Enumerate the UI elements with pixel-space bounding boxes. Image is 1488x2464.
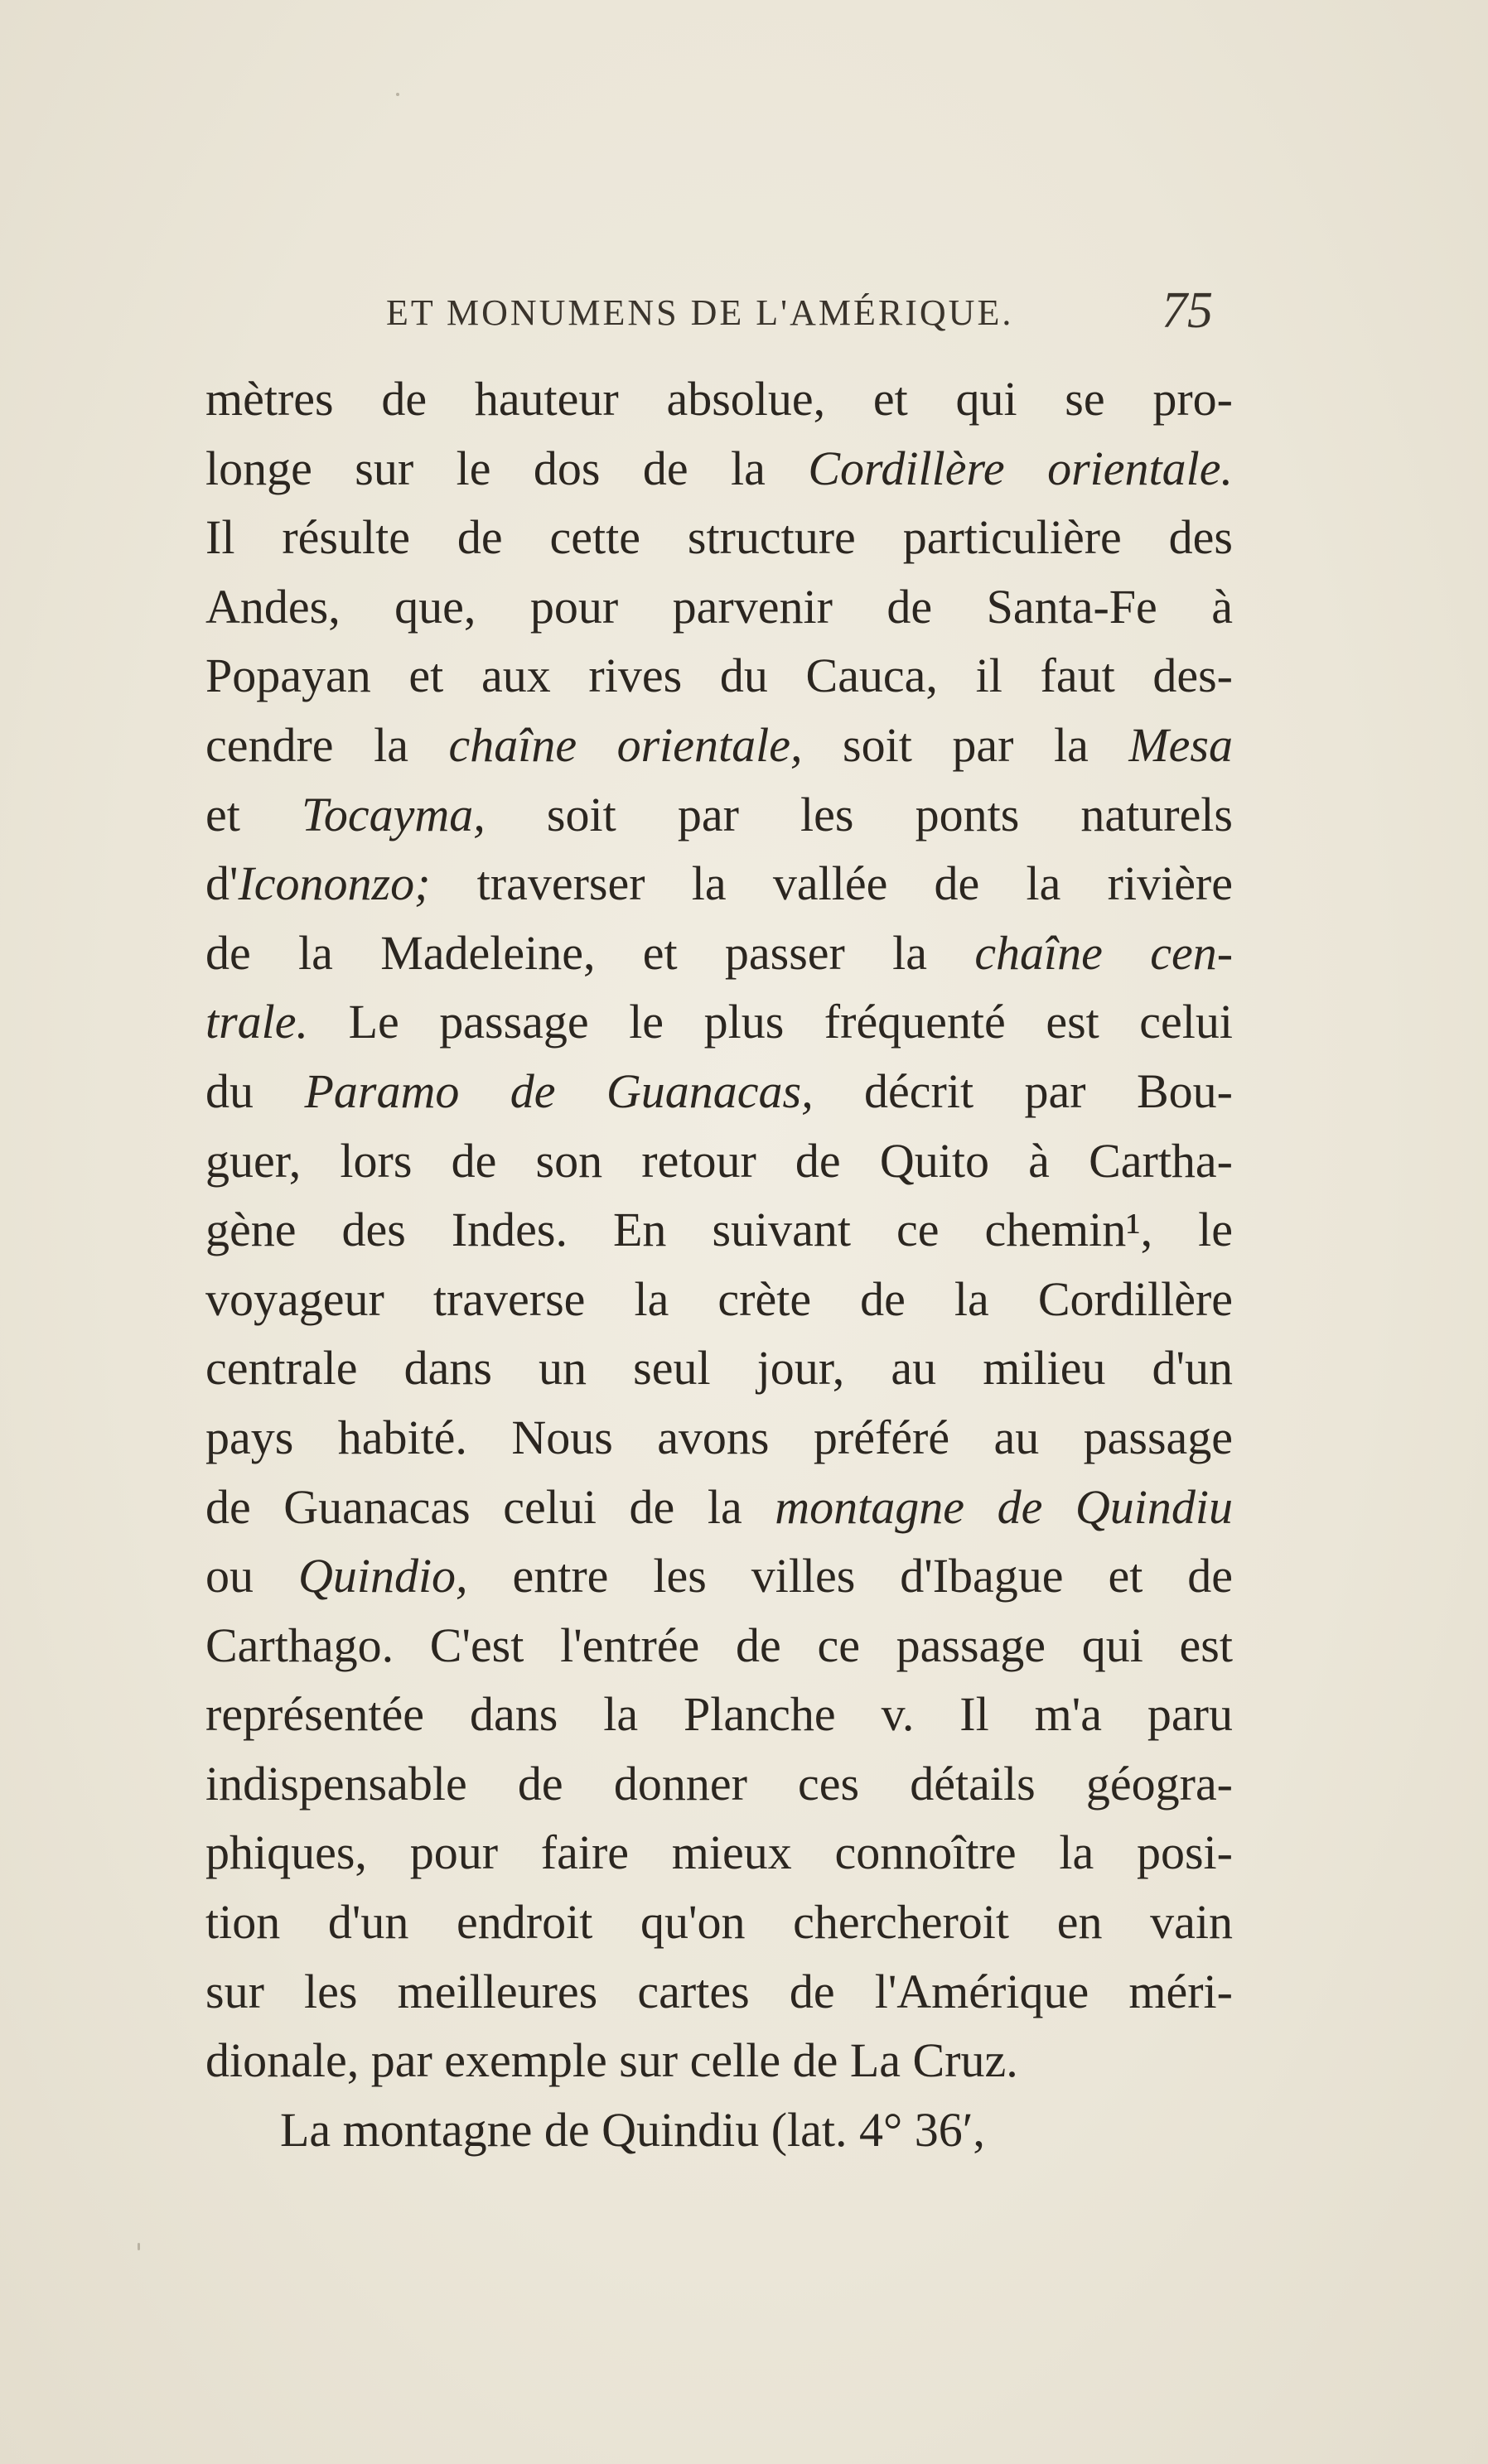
running-title: ET MONUMENS DE L'AMÉRIQUE. <box>386 292 1014 333</box>
text-line <box>205 1680 1233 1749</box>
text-run: dionale, par exemple sur celle de La Cruz. <box>205 2033 1018 2088</box>
text-run: Il résulte de cette structure particulière des <box>205 510 1233 565</box>
text-run: tion d'un endroit qu'on chercheroit en vain <box>205 1895 1233 1950</box>
text-line <box>205 364 1233 434</box>
text-run: entre les villes d'Ibague et de <box>467 1549 1233 1603</box>
text-run: sur les meilleures cartes de l'Amérique méri- <box>205 1964 1233 2018</box>
text-line <box>205 572 1233 642</box>
italic-run: chaîne orientale, <box>448 717 803 772</box>
text-run: pays habité. Nous avons préféré au passage <box>205 1410 1233 1464</box>
text-line <box>205 503 1233 572</box>
italic-run: Mesa <box>1128 717 1233 772</box>
text-line <box>205 1541 1233 1611</box>
text-run: de Guanacas celui de la <box>205 1479 775 1534</box>
text-run: longe sur le dos de la <box>205 441 809 495</box>
text-line <box>205 1611 1233 1680</box>
text-run: gène des Indes. En suivant ce chemin¹, le <box>205 1203 1233 1257</box>
text-run: soit par la <box>802 717 1129 772</box>
italic-run: trale. <box>205 995 309 1049</box>
text-run: centrale dans un seul jour, au milieu d'un <box>205 1341 1233 1396</box>
text-run: Popayan et aux rives du Cauca, il faut des- <box>205 649 1233 703</box>
italic-run: Cordillère orientale. <box>808 441 1233 495</box>
text-line <box>205 1749 1233 1819</box>
text-line <box>205 1957 1233 2027</box>
italic-run: Quindio, <box>297 1549 468 1603</box>
text-line <box>205 1126 1233 1196</box>
text-run: La montagne de Quindiu (lat. 4° 36′, <box>280 2102 985 2157</box>
text-line <box>205 1473 1233 1542</box>
text-run: soit par les ponts naturels <box>485 787 1233 841</box>
text-run: décrit par Bou- <box>813 1063 1233 1118</box>
text-line <box>205 780 1233 850</box>
italic-run: Paramo de Guanacas, <box>304 1063 814 1118</box>
text-line <box>205 1818 1233 1888</box>
text-run: d' <box>205 856 239 911</box>
text-run: indispensable de donner ces détails géogra- <box>205 1756 1233 1811</box>
text-line <box>205 641 1233 711</box>
text-line <box>205 1265 1233 1334</box>
text-line <box>205 1333 1233 1403</box>
text-run: cendre la <box>205 717 449 772</box>
text-line <box>205 2026 1233 2095</box>
text-run: ou <box>205 1549 298 1603</box>
text-run: Andes, que, pour parvenir de Santa-Fe à <box>205 579 1233 634</box>
italic-run: montagne de Quindiu <box>775 1479 1233 1534</box>
text-line <box>205 1195 1233 1265</box>
page-number: 75 <box>1162 282 1213 339</box>
text-run: guer, lors de son retour de Quito à Cartha- <box>205 1133 1233 1188</box>
text-run: de la Madeleine, et passer la <box>205 925 975 980</box>
text-run: représentée dans la Planche v. Il m'a paru <box>205 1687 1233 1742</box>
text-line <box>205 849 1233 919</box>
text-run: mètres de hauteur absolue, et qui se pro- <box>205 372 1233 426</box>
text-run: Carthago. C'est l'entrée de ce passage qui est <box>205 1618 1233 1672</box>
text-run: du <box>205 1063 305 1118</box>
text-line <box>205 919 1233 988</box>
italic-run: chaîne cen- <box>974 925 1234 980</box>
text-line <box>205 2095 1233 2165</box>
text-run: Le passage le plus fréquenté est celui <box>308 995 1233 1049</box>
text-run: phiques, pour faire mieux connoître la posi- <box>205 1825 1233 1880</box>
text-line <box>205 1888 1233 1957</box>
italic-run: Tocayma, <box>301 787 486 841</box>
body-text <box>205 364 1233 2164</box>
text-line <box>205 1057 1233 1126</box>
text-run: voyageur traverse la crète de la Cordillère <box>205 1271 1233 1326</box>
paper-speck <box>396 93 399 96</box>
text-line <box>205 1403 1233 1473</box>
italic-run: Icononzo; <box>238 856 431 911</box>
text-line <box>205 434 1233 504</box>
text-run: et <box>205 787 302 841</box>
text-run: traverser la vallée de la rivière <box>430 856 1233 911</box>
paper-speck <box>138 2243 140 2250</box>
text-line <box>205 987 1233 1057</box>
text-line <box>205 711 1233 780</box>
